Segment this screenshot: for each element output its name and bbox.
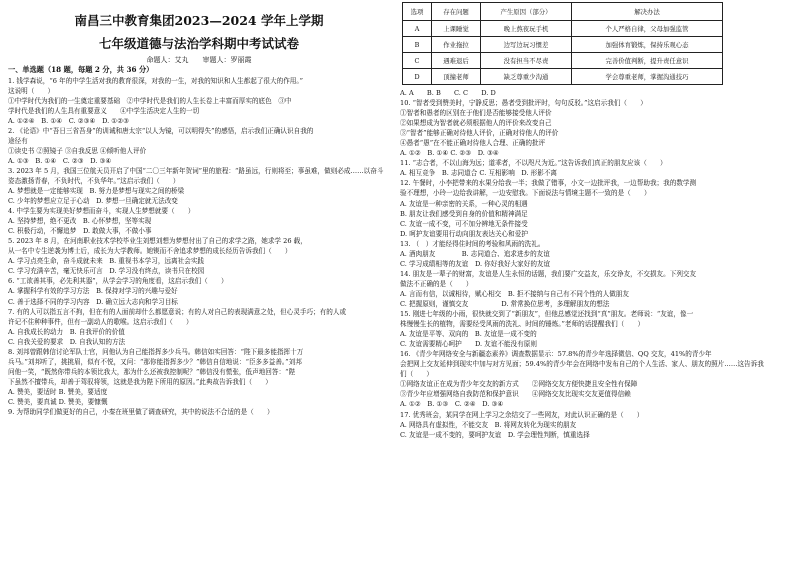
table-cell: 顶撞老师: [432, 69, 481, 85]
question-line: 问他一笑，“既然你带兵的本领比我大，那为什么还被我控制呢？”韩信没有慌张，低声地回答：“陛: [8, 367, 296, 376]
question-line: C. 学习充满辛苦，毫无快乐可言 D. 学习没有终点，读书只在校园: [8, 267, 205, 276]
question-line: 验不理想，小玲一边给我讲解，一边安慰我。下面说法与情境主题不一致的是（ ）: [400, 189, 651, 198]
table-cell: 遇难退后: [432, 53, 481, 69]
question-line: C. 善于选择不同的学习内容 D. 确立远大志向和学习目标: [8, 297, 178, 306]
table-cell: A: [403, 21, 432, 37]
table-cell: 上课睡觉: [432, 21, 481, 37]
question-line: C. 友谊一成不变，可不加分辨地无条件接受: [400, 219, 528, 228]
question-line: C. 友谊需要精心呵护 D. 友谊不能没有原则: [400, 340, 537, 349]
question-line: 学时代是我们的人生具有重要意义 ④中学生活决定人生的一切: [8, 106, 200, 115]
question-line: 株慢慢生长的植物，需要经受风雨的洗礼、时间的锤炼。”老师的话提醒我们（ ）: [400, 320, 645, 329]
question-line: ①读史书 ②照镜子 ③自我反思 ④倾听他人评价: [8, 146, 147, 155]
left-column: [8, 0, 390, 417]
question-line: ①中学时代为我们的一生奠定重要基础 ②中学时代是我们的人生长卷上丰富而厚实的底色 ③中: [8, 96, 292, 105]
table-header-cell: 产生原因（部分）: [481, 3, 572, 21]
question-line: 16. 《青少年网络安全与新疆态素养》调查数据显示：57.8%的青少年选择微信、QQ 交友，41%的青少年: [400, 350, 712, 359]
question-line: 10. “智者受到赞美时，宁静反思；愚者受到批评时，句句反驳。”这启示我们（ ）: [400, 99, 647, 108]
question-line: C. 自我关爱的要求 D. 自我认知的方法: [8, 337, 126, 346]
question-line: 2. 《论语》中“吾日三省吾身”的训诫和唐太宗“以人为镜，可以明得失”的感悟，启示我们正确认识自我的: [8, 126, 314, 135]
table-cell: 作业拖拉: [432, 37, 481, 53]
question-line: 14. 朋友是一辈子的财富，友谊是人生永恒的话题，我们要广交益友，乐交诤友，不交损友。下列交友: [400, 269, 697, 278]
table-cell: 加强体育锻炼，保持乐观心态: [572, 37, 723, 53]
question-line: 1. 钱学森说，“6 年的中学生活对我的教育很深，对我的一生，对我的知识和人生都起了很大的作用。”: [8, 76, 304, 85]
question-line: A. ①②④ B. ①④ C. ②③④ D. ①②③: [8, 116, 130, 125]
question-line: A. 梦想就是一定能够实现 B. 努力是梦想与现实之间的桥梁: [8, 187, 185, 196]
table-header-cell: 解决办法: [572, 3, 723, 21]
table-cell: 学会尊重老师，掌握沟通技巧: [572, 69, 723, 85]
question-line: 兵马。”刘邦听了，挑挑眉，似有不悦，又问：“那你能指挥多少？”韩信自信地说：“臣多多益善。”刘邦: [8, 357, 302, 366]
question-line: B. 朋友让我们感受到自身的价值和精神满足: [400, 209, 528, 218]
question-line: 15. 刚进七年级的小雨，很快就交到了“新朋友”，但他总感觉还找到“真”朋友。老师说：“友谊，像一: [400, 310, 694, 319]
question-line: A. 学习点亮生命，奋斗成就未来 B. 重视书本学习，远离社会实践: [8, 257, 205, 266]
left-question-text: [8, 76, 390, 418]
question-line: A. 坚持梦想，绝不更改 B. 心怀梦想，坚等实现: [8, 217, 152, 226]
table-cell: 个人严格自律，父母加强监管: [572, 21, 723, 37]
question-line: A. 友谊是一种亲密的关系，一种心灵的相遇: [400, 199, 528, 208]
question-line: ③“智者”能够正确对待他人评价，正确对待他人的评价: [400, 129, 559, 138]
table-header-row: [403, 3, 723, 21]
table-cell: 没有担当不尽责: [481, 53, 572, 69]
question-line: C. 学习成绩相等的友谊 D. 你好我好大家好的友谊: [400, 259, 551, 268]
question-line: 8. 刘邦曾跟韩信讨论军队士官，问他认为自己能指挥多少兵马。韩信如实回答：“陛下最多能指挥十万: [8, 347, 304, 356]
question-line: A. 酒肉朋友 B. 志同道合、追求进步的友谊: [400, 249, 550, 258]
table-header-cell: 选项: [403, 3, 432, 21]
question-line: C. 赞美，要真诚 D. 赞美，要慷慨: [8, 398, 108, 406]
question-line: ①网络友谊正在成为青少年交友的新方式 ②网络交友方便快捷且安全性有保障: [400, 380, 638, 389]
question-line: 11. “志合者，不以山海为远；道乖者，不以咫尺为近。”这告诉我们真正的朋友应该（ ）: [400, 159, 667, 168]
question-line: A. 友谊是平等、双向的 B. 友谊是一成不变的: [400, 330, 537, 339]
table-row: [403, 21, 723, 37]
exam-authors: 命题人：艾丸 审题人：罗丽霞: [146, 56, 252, 64]
question-line: 4. 中学生要为实现美好梦想而奋斗，实现人生梦想就要（ ）: [8, 207, 195, 216]
question-line: C. 积极行动，不懈追梦 D. 敢做大事，不做小事: [8, 227, 152, 236]
question-line: 下虽然不擅带兵，却善于驾驭将领，这就是我为陛下所用的原因。”此典故告诉我们（ ）: [8, 377, 272, 386]
table-row: [403, 37, 723, 53]
table-row: [403, 69, 723, 85]
question-line: 7. 有的人可以指五言不拘，但在有的人面前却什么都愿意说；有的人对自己的表现满意之处，但心灵手巧；有的人或: [8, 307, 347, 316]
exam-title-line2: 七年级道德与法治学科期中考试试卷: [98, 36, 299, 51]
question-line: C. 友谊是一成不变的，要呵护友谊 D. 学会理性判断，慎重选择: [400, 430, 590, 439]
problem-table: [402, 2, 723, 85]
question-line: A. A B. B C. C D. D: [400, 89, 496, 97]
question-line: 途径有: [8, 136, 28, 145]
table-cell: C: [403, 53, 432, 69]
question-line: A. ①② B. ①④ C. ②③ D. ③④: [400, 149, 499, 158]
section-heading: 一、单选题（18 题，每题 2 分，共 36 分）: [8, 65, 154, 74]
question-line: 9. 为帮助同学们做更好的自己，小秦在班里做了调查研究，其中的说法不合适的是（ ）: [8, 408, 274, 417]
question-line: 17. 优秀班会，某同学在网上学习之余结交了一些网友，对此认识正确的是（ ）: [400, 410, 644, 419]
question-line: 从一名中专生逆袭为博士后，成长为大学教师。她锲而不舍追求梦想的成长经历告诉我们（ ）: [8, 247, 292, 256]
table-row: [403, 53, 723, 69]
table-header-cell: 存在问题: [432, 3, 481, 21]
question-line: A. ①② B. ①③ C. ②④ D. ③④: [400, 400, 504, 409]
question-line: A. 赞美，要适时 B. 赞美，要适度: [8, 387, 108, 396]
question-line: 们（ ）: [400, 370, 433, 379]
question-line: 6. “工欲善其事，必先利其器”，从学会学习的角度看，这启示我们（ ）: [8, 277, 228, 286]
question-line: 许记不住种种事件，但有一副动人的歌喉。这启示我们（ ）: [8, 317, 193, 326]
question-line: 13. （ ）才能经得住时间的考验和风雨的洗礼。: [400, 239, 545, 248]
question-line: 这说明（ ）: [8, 86, 55, 95]
question-line: A. 网络具有虚拟性，不能交友 B. 将网友转化为现实的朋友: [400, 420, 577, 429]
question-line: 做法不正确的是（ ）: [400, 279, 473, 288]
right-column: [400, 0, 788, 440]
question-line: C. 少年的梦想应立足于心动 D. 梦想一旦确定就无法改变: [8, 197, 178, 206]
question-line: ④愚者“愚”在不能正确对待他人合理、正确的批评: [400, 139, 546, 148]
table-cell: 晚上熬夜玩手机: [481, 21, 572, 37]
question-line: ①智者和愚者的区别在于他们是否能够接受他人评价: [400, 109, 552, 118]
right-question-text: [400, 88, 788, 440]
question-line: C. 把握原则，谨慎交友 D. 常常换位思考，多理解朋友的想法: [400, 299, 610, 308]
question-line: A. 言而有信，以诚相待，赋心相交 B. 拒不接纳与自己有不同个性的人做朋友: [400, 289, 629, 298]
question-line: 会把网上交友延伸到现实中加与对方见面；59.4%的青少年会在网络中发布自己的个人生活、家人、朋友的照片……这告诉我: [400, 360, 764, 369]
question-line: A. 掌握科学有效的学习方法 B. 保持对学习的兴趣与爱好: [8, 287, 178, 296]
question-line: ③青少年应增强网络自我防范和保护意识 ④网络交友比现实交友更值得信赖: [400, 390, 631, 399]
question-line: 5. 2023 年 8 月，在河南职业技术学校毕业生刘想刘想为梦想付出了自己的求学之路，她求学 26 载，: [8, 237, 307, 246]
question-line: A. ①③ B. ①④ C. ②③ D. ③④: [8, 156, 112, 165]
question-line: 3. 2023 年 5 月，我国三位航天员开启了中国“二〇三年新年贺词”里的旅程：“路虽远，行则将至；事虽难，做则必成……以奋斗: [8, 166, 384, 175]
table-cell: 缺乏尊重少沟通: [481, 69, 572, 85]
question-line: ②如果想成为智者就必须根据他人的评价来改变自己: [400, 119, 552, 128]
exam-title-line1: 南昌三中教育集团2023—2024 学年上学期: [74, 13, 324, 28]
question-line: 姿态激扬青春，不负时代，不负华年。”这启示我们（ ）: [8, 176, 180, 185]
question-line: D. 呵护友谊要用行动向朋友表达关心和爱护: [400, 229, 528, 238]
table-cell: D: [403, 69, 432, 85]
table-cell: B: [403, 37, 432, 53]
question-line: A. 自我成长的动力 B. 自我评价的价值: [8, 327, 125, 336]
table-cell: 完善价值判断，提升责任意识: [572, 53, 723, 69]
question-line: 12. 午餐时，小李把带来的水果分给我一半；我做了错事，小文一边批评我，一边帮助我；我的数学测: [400, 179, 697, 188]
question-line: A. 相互竞争 B. 志同道合 C. 互相影响 D. 形影不离: [400, 169, 558, 178]
table-cell: 边写边玩习惯差: [481, 37, 572, 53]
